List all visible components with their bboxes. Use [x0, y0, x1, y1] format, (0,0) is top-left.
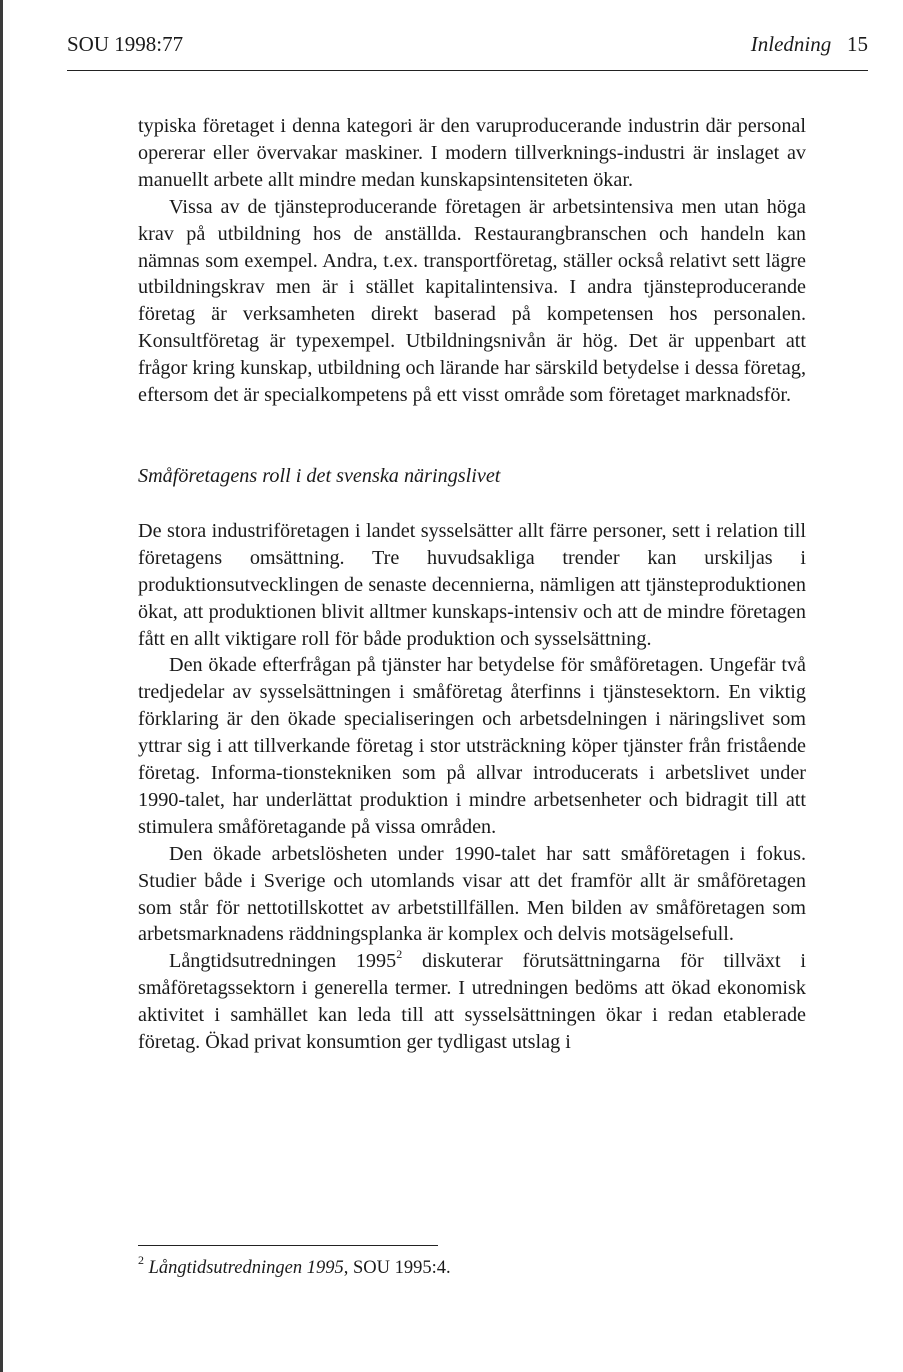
body-text — [138, 113, 806, 1056]
page-number-gap — [837, 32, 842, 56]
section-heading: Småföretagens roll i det svenska näringslivet — [138, 464, 501, 487]
paragraph-3: De stora industriföretagen i landet sysselsätter allt färre personer, sett i relation till företagens omsättning. Tre huvudsakliga trender kan urskiljas i produktionsutvecklingen de senaste decennierna, nämligen att tjänsteproduktionen ökat, att produktionen blivit alltmer kunskaps-intensiv och att de mindre företagen fått en allt viktigare roll för både produktion och sysselsättning. — [138, 519, 806, 650]
paragraph-4: Den ökade efterfrågan på tjänster har betydelse för småföretagen. Ungefär två tredjedelar av sysselsättningen i småföretag återfinns i tjänstesektorn. En viktig förklaring är den ökade specialiseringen och arbetsdelningen i näringslivet som yttrar sig i att tillverkande företag i stor utsträckning köper tjänster från fristående företag. Informa-tionstekniken som på allvar introducerats i arbetslivet under 1990-talet, har underlättat produktion i mindre arbetsenheter och bidragit till att stimulera småföretagande på vissa områden. — [138, 654, 806, 838]
paragraph-1: typiska företaget i denna kategori är den varuproducerande industrin där personal opererar eller övervakar maskiner. I modern tillverknings-industri är inslaget av manuellt arbete allt mindre medan kunskapsintensiteten ökar. — [138, 115, 806, 191]
footnote-title: Långtidsutredningen 1995 — [148, 1258, 344, 1278]
paragraph-2: Vissa av de tjänsteproducerande företagen är arbetsintensiva men utan höga krav på utbildning hos de anställda. Restaurangbranschen och handeln kan nämnas som exempel. Andra, t.ex. transportföretag, ställer också relativt sett lägre utbildningskrav men är i stället kapitalintensiva. I andra tjänsteproducerande företag är verksamheten direkt baserad på kompetensen hos personalen. Konsultföretag är typexempel. Utbildningsnivån är hög. Det är uppenbart att frågor kring kunskap, utbildning och lärande har särskild betydelse i dessa företag, eftersom det är specialkompetens på ett visst område som företaget marknadsför. — [138, 195, 806, 407]
footnote-reference[interactable]: 2 — [396, 946, 403, 961]
section-and-page — [751, 32, 868, 57]
page-left-edge — [0, 0, 3, 1372]
paragraph-6-rest: diskuterar förutsättningarna för tillväxt i småföretagssektorn i generella termer. I utredningen bedöms att ökad ekonomisk aktivitet i samhället kan leda till att sysselsättningen ökar i redan etablerade företag. Ökad privat konsumtion ger tydligast utslag i — [138, 950, 806, 1054]
paragraph-6-start: Långtidsutredningen 1995 — [169, 950, 397, 973]
section-title: Inledning — [750, 32, 832, 56]
page-number: 15 — [847, 32, 868, 56]
paragraph-6 — [138, 948, 806, 1056]
page-header — [67, 30, 868, 71]
footnote — [138, 1252, 451, 1280]
paragraph-5: Den ökade arbetslösheten under 1990-talet har satt småföretagen i fokus. Studier både i Sverige och utomlands visar att det framför allt är småföretagen som står för nettotillskottet av arbetstillfällen. Men bilden av småföretagen som arbetsmarknadens räddningsplanka är komplex och delvis motsägelsefull. — [138, 842, 806, 946]
footnote-mark: 2 — [138, 1252, 144, 1267]
report-series: SOU 1998:77 — [67, 32, 184, 56]
footnote-separator — [138, 1245, 438, 1246]
footnote-reference-text: , SOU 1995:4. — [343, 1258, 451, 1278]
